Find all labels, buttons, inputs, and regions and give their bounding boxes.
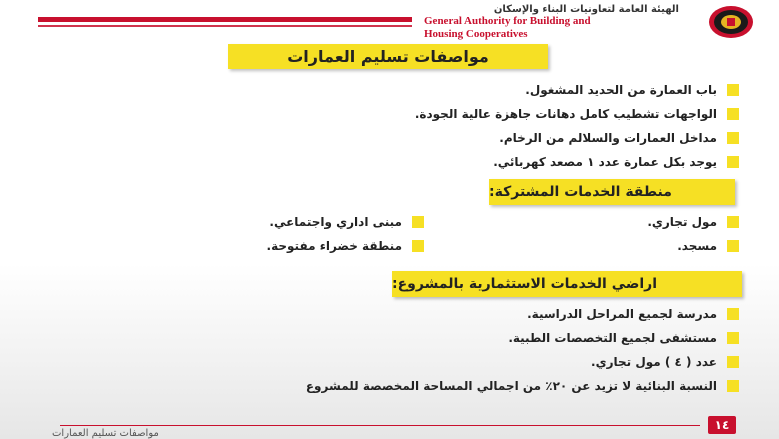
square-bullet-icon <box>727 380 739 392</box>
org-name-english-line2: Housing Cooperatives <box>424 28 528 40</box>
org-name-arabic: الهيئة العامة لتعاونيات البناء والإسكان <box>493 4 679 15</box>
square-bullet-icon <box>727 356 739 368</box>
square-bullet-icon <box>412 216 424 228</box>
square-bullet-icon <box>727 308 739 320</box>
list-item: مدرسة لجميع المراحل الدراسية. <box>527 307 739 321</box>
list-item: عدد ( ٤ ) مول تجاري. <box>591 355 739 369</box>
square-bullet-icon <box>727 216 739 228</box>
list-item: باب العمارة من الحديد المشغول. <box>525 83 739 97</box>
footer-title: مواصفات تسليم العمارات <box>52 428 159 439</box>
list-item: مبنى اداري واجتماعي. <box>269 215 424 229</box>
header-red-rule-thin <box>38 25 412 27</box>
square-bullet-icon <box>412 240 424 252</box>
page-header <box>0 0 779 42</box>
page-number: ١٤ <box>708 416 736 434</box>
square-bullet-icon <box>727 132 739 144</box>
authority-seal-icon <box>707 5 755 39</box>
square-bullet-icon <box>727 84 739 96</box>
square-bullet-icon <box>727 240 739 252</box>
page-footer <box>0 408 779 439</box>
list-item: مسجد. <box>677 239 739 253</box>
square-bullet-icon <box>727 332 739 344</box>
square-bullet-icon <box>727 108 739 120</box>
list-item: منطقة خضراء مفتوحة. <box>267 239 424 253</box>
section-title-investment-lands: اراضي الخدمات الاستثمارية بالمشروع: <box>392 271 742 297</box>
list-item: مستشفى لجميع التخصصات الطبية. <box>508 331 739 345</box>
square-bullet-icon <box>727 156 739 168</box>
header-red-rule <box>38 17 412 22</box>
list-item: النسبة البنائية لا تزيد عن ٢٠٪ من اجمالي المساحة المخصصة للمشروع <box>306 379 739 393</box>
list-item: يوجد بكل عمارة عدد ١ مصعد كهربائي. <box>493 155 739 169</box>
section-title-building-specs: مواصفات تسليم العمارات <box>228 44 548 69</box>
section-title-shared-services: منطقة الخدمات المشتركة: <box>489 179 735 205</box>
list-item: مداخل العمارات والسلالم من الرخام. <box>499 131 739 145</box>
org-name-english-line1: General Authority for Building and <box>424 15 591 27</box>
footer-red-rule <box>60 425 700 426</box>
list-item: مول تجاري. <box>647 215 739 229</box>
list-item: الواجهات تشطيب كامل دهانات جاهزة عالية الجودة. <box>415 107 739 121</box>
